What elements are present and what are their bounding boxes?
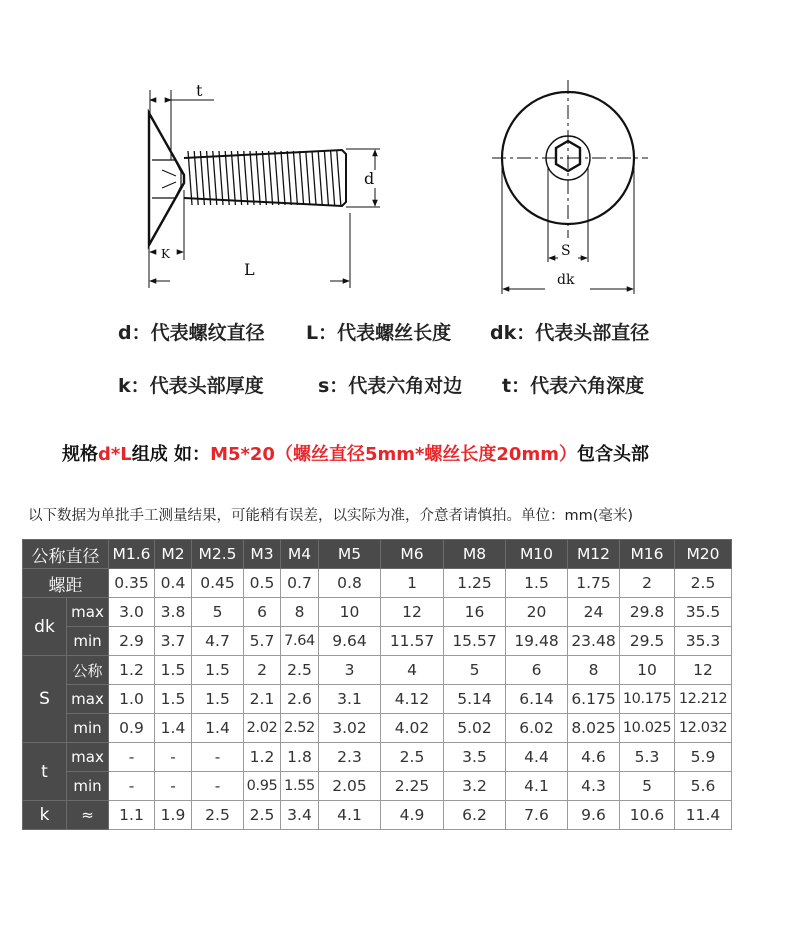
table-cell: 0.45: [192, 569, 244, 598]
table-cell: 3.4: [281, 801, 319, 830]
legend-row-2: [0, 371, 790, 401]
table-cell: 10.6: [620, 801, 675, 830]
table-cell: 2.25: [381, 772, 444, 801]
spec-prefix: 规格: [62, 444, 98, 465]
table-cell: 9.6: [568, 801, 620, 830]
table-cell: 29.8: [620, 598, 675, 627]
table-cell: 4.1: [506, 772, 568, 801]
table-cell: 29.5: [620, 627, 675, 656]
table-cell: 2.3: [319, 743, 381, 772]
table-cell: 1: [381, 569, 444, 598]
table-cell: -: [109, 743, 155, 772]
table-cell: 1.5: [506, 569, 568, 598]
table-row: [23, 772, 732, 801]
table-cell: 2.52: [281, 714, 319, 743]
table-cell: -: [155, 743, 192, 772]
screw-side-view: [149, 113, 184, 245]
table-cell: 10: [620, 656, 675, 685]
table-cell: 2.6: [281, 685, 319, 714]
table-cell: 2.05: [319, 772, 381, 801]
table-cell: 35.3: [675, 627, 732, 656]
header-size: M2: [155, 540, 192, 569]
table-cell: 6: [244, 598, 281, 627]
table-cell: 10: [319, 598, 381, 627]
legend-k: k：代表头部厚度: [118, 375, 264, 397]
table-cell: -: [109, 772, 155, 801]
label-L: L: [244, 260, 255, 279]
table-cell: 1.2: [244, 743, 281, 772]
legend-s: s：代表六角对边: [318, 375, 463, 397]
measurement-note: 以下数据为单批手工测量结果，可能稍有误差，以实际为准，介意者请慎拍。单位：mm(毫米): [28, 508, 634, 524]
table-cell: 10.175: [620, 685, 675, 714]
table-cell: 3.5: [444, 743, 506, 772]
table-cell: 12.032: [675, 714, 732, 743]
table-cell: 6.2: [444, 801, 506, 830]
table-cell: 1.5: [155, 685, 192, 714]
table-cell: 1.8: [281, 743, 319, 772]
legend-t: t：代表六角深度: [502, 375, 645, 397]
table-cell: 4.3: [568, 772, 620, 801]
table-header-row: [23, 540, 732, 569]
table-row: [23, 801, 732, 830]
table-cell: 3.7: [155, 627, 192, 656]
table-cell: 7.6: [506, 801, 568, 830]
table-cell: 24: [568, 598, 620, 627]
table-row: [23, 685, 732, 714]
table-cell: 8: [281, 598, 319, 627]
table-cell: 3.2: [444, 772, 506, 801]
row-sub-label: min: [67, 714, 109, 743]
table-cell: 7.64: [281, 627, 319, 656]
label-t: t: [196, 81, 203, 100]
table-cell: 1.5: [155, 656, 192, 685]
table-cell: 3: [319, 656, 381, 685]
table-cell: 1.5: [192, 685, 244, 714]
spec-suffix: 包含头部: [576, 444, 649, 465]
header-size: M4: [281, 540, 319, 569]
table-cell: 2.5: [381, 743, 444, 772]
spec-dl: d*L: [98, 444, 132, 465]
header-size: M16: [620, 540, 675, 569]
table-cell: 23.48: [568, 627, 620, 656]
screw-thread: [184, 150, 346, 206]
row-sub-label: min: [67, 772, 109, 801]
table-cell: 2.02: [244, 714, 281, 743]
table-cell: 12: [381, 598, 444, 627]
header-size: M1.6: [109, 540, 155, 569]
table-cell: 8: [568, 656, 620, 685]
row-sub-label: ≈: [67, 801, 109, 830]
table-cell: 15.57: [444, 627, 506, 656]
header-size: M20: [675, 540, 732, 569]
table-cell: -: [155, 772, 192, 801]
table-cell: 20: [506, 598, 568, 627]
table-cell: 0.9: [109, 714, 155, 743]
header-size: M2.5: [192, 540, 244, 569]
table-cell: 4.12: [381, 685, 444, 714]
table-cell: -: [192, 743, 244, 772]
table-cell: 1.55: [281, 772, 319, 801]
screw-front-view: [492, 80, 648, 294]
table-row: [23, 714, 732, 743]
legend-row-1: [0, 318, 790, 348]
table-cell: 4.7: [192, 627, 244, 656]
table-cell: 2.5: [192, 801, 244, 830]
table-row: [23, 627, 732, 656]
table-cell: 2: [244, 656, 281, 685]
row-sub-label: 公称: [67, 656, 109, 685]
table-cell: 12: [675, 656, 732, 685]
row-group-label: dk: [23, 598, 67, 656]
table-cell: 3.1: [319, 685, 381, 714]
table-cell: 2.5: [244, 801, 281, 830]
table-cell: 4.6: [568, 743, 620, 772]
row-group-label: t: [23, 743, 67, 801]
table-cell: 35.5: [675, 598, 732, 627]
table-cell: 0.7: [281, 569, 319, 598]
table-cell: 5.14: [444, 685, 506, 714]
table-cell: 0.4: [155, 569, 192, 598]
table-cell: 3.0: [109, 598, 155, 627]
table-cell: 5: [444, 656, 506, 685]
table-cell: 1.4: [192, 714, 244, 743]
spec-format-line: [62, 440, 649, 466]
table-cell: 6.02: [506, 714, 568, 743]
table-cell: 2.9: [109, 627, 155, 656]
table-cell: 3.8: [155, 598, 192, 627]
table-cell: 5.02: [444, 714, 506, 743]
legend-L: L：代表螺丝长度: [306, 322, 452, 344]
table-row: [23, 598, 732, 627]
label-k: K: [161, 247, 170, 261]
table-row: [23, 569, 732, 598]
table-cell: 5.3: [620, 743, 675, 772]
header-nominal-diameter: 公称直径: [23, 540, 109, 569]
table-cell: 10.025: [620, 714, 675, 743]
header-size: M6: [381, 540, 444, 569]
table-cell: 11.4: [675, 801, 732, 830]
header-size: M3: [244, 540, 281, 569]
header-size: M12: [568, 540, 620, 569]
legend-dk: dk：代表头部直径: [490, 322, 650, 344]
table-cell: 4.4: [506, 743, 568, 772]
table-cell: 4.02: [381, 714, 444, 743]
table-cell: 0.5: [244, 569, 281, 598]
header-size: M10: [506, 540, 568, 569]
row-sub-label: max: [67, 743, 109, 772]
table-cell: 6.14: [506, 685, 568, 714]
spec-table: [22, 539, 732, 830]
table-cell: 11.57: [381, 627, 444, 656]
table-cell: 0.35: [109, 569, 155, 598]
table-cell: 2.5: [675, 569, 732, 598]
table-row: [23, 743, 732, 772]
table-row: [23, 656, 732, 685]
table-cell: -: [192, 772, 244, 801]
table-cell: 1.9: [155, 801, 192, 830]
row-sub-label: max: [67, 598, 109, 627]
table-cell: 1.25: [444, 569, 506, 598]
table-cell: 4.1: [319, 801, 381, 830]
row-group-label: 螺距: [23, 569, 109, 598]
spec-example: M5*20（螺丝直径5mm*螺丝长度20mm）: [210, 444, 577, 465]
header-size: M5: [319, 540, 381, 569]
table-cell: 1.2: [109, 656, 155, 685]
table-cell: 4.9: [381, 801, 444, 830]
table-cell: 4: [381, 656, 444, 685]
table-cell: 5: [192, 598, 244, 627]
screw-dimension-diagram: [0, 0, 790, 300]
table-cell: 6: [506, 656, 568, 685]
table-cell: 1.1: [109, 801, 155, 830]
row-sub-label: min: [67, 627, 109, 656]
table-cell: 3.02: [319, 714, 381, 743]
table-cell: 0.8: [319, 569, 381, 598]
table-cell: 2.1: [244, 685, 281, 714]
legend-d: d：代表螺纹直径: [118, 322, 265, 344]
row-group-label: k: [23, 801, 67, 830]
table-cell: 9.64: [319, 627, 381, 656]
row-sub-label: max: [67, 685, 109, 714]
table-cell: 1.0: [109, 685, 155, 714]
table-cell: 5.9: [675, 743, 732, 772]
table-cell: 2: [620, 569, 675, 598]
row-group-label: S: [23, 656, 67, 743]
table-cell: 2.5: [281, 656, 319, 685]
table-cell: 6.175: [568, 685, 620, 714]
table-cell: 0.95: [244, 772, 281, 801]
label-d: d: [364, 169, 375, 188]
table-cell: 5.6: [675, 772, 732, 801]
label-s: S: [561, 243, 571, 259]
table-cell: 1.5: [192, 656, 244, 685]
table-cell: 5.7: [244, 627, 281, 656]
table-cell: 1.4: [155, 714, 192, 743]
table-cell: 1.75: [568, 569, 620, 598]
table-cell: 12.212: [675, 685, 732, 714]
header-size: M8: [444, 540, 506, 569]
table-cell: 5: [620, 772, 675, 801]
table-cell: 16: [444, 598, 506, 627]
spec-mid: 组成 如：: [131, 444, 211, 465]
label-dk: dk: [557, 272, 575, 288]
table-cell: 19.48: [506, 627, 568, 656]
table-cell: 8.025: [568, 714, 620, 743]
